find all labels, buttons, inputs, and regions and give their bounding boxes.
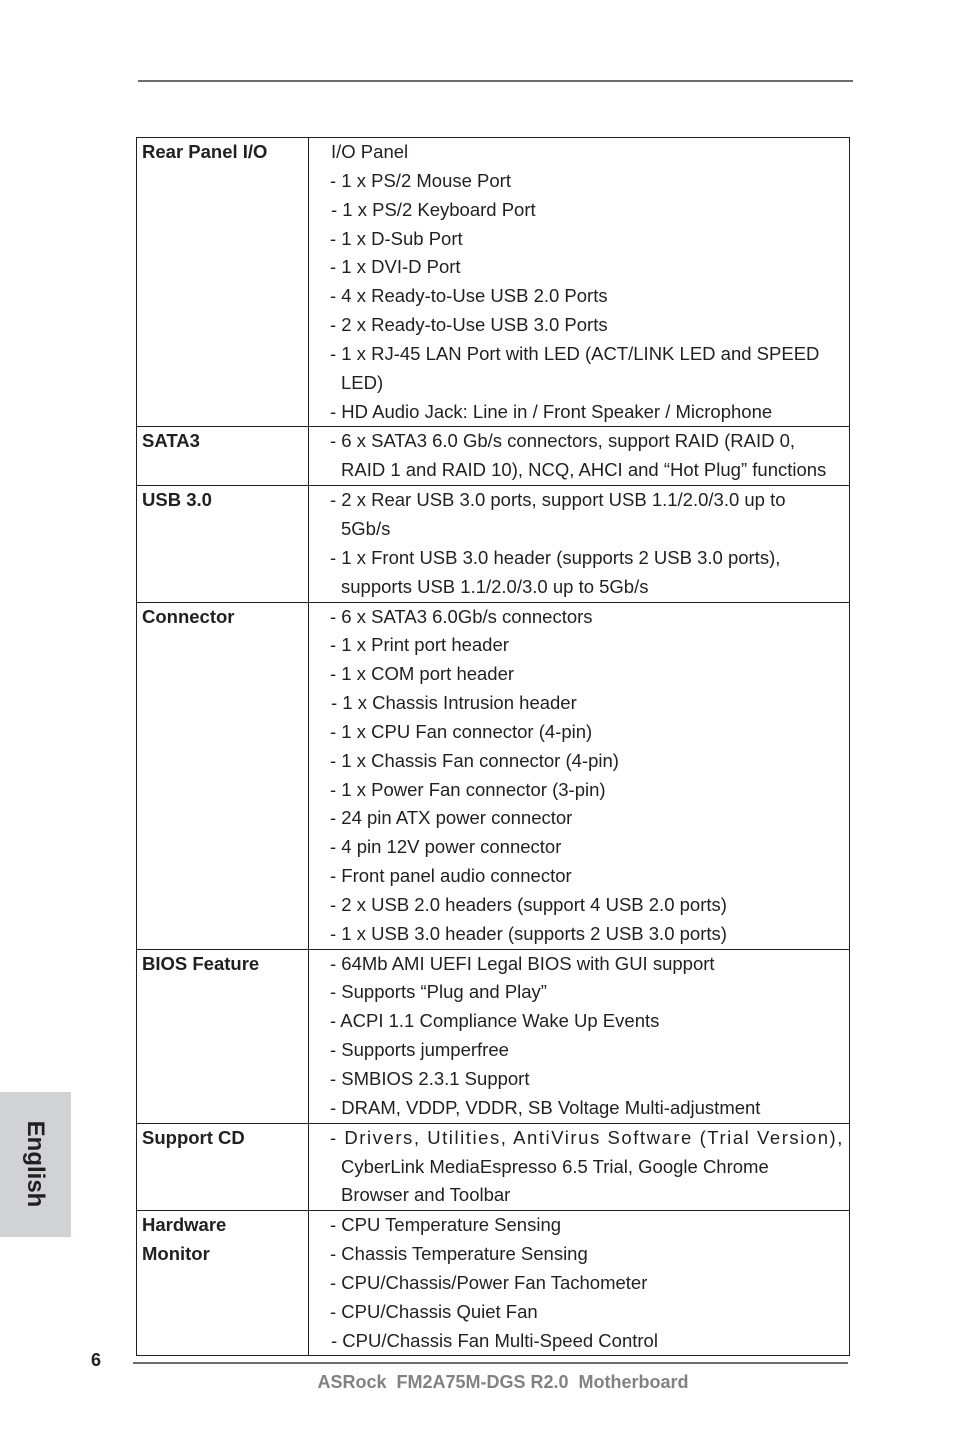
spec-table xyxy=(136,137,850,1356)
spec-line: - 1 x Front USB 3.0 header (supports 2 USB 3.0 ports), xyxy=(330,546,781,568)
spec-line: - 2 x USB 2.0 headers (support 4 USB 2.0 ports) xyxy=(330,893,727,915)
spec-line: - Supports “Plug and Play” xyxy=(330,981,547,1003)
spec-label: BIOS Feature xyxy=(142,952,260,974)
footer-rule xyxy=(133,1362,848,1364)
spec-row xyxy=(137,427,850,486)
spec-line: - HD Audio Jack: Line in / Front Speaker / Microphone xyxy=(330,400,773,422)
spec-line: - CPU/Chassis Fan Multi-Speed Control xyxy=(331,1329,658,1351)
spec-value-cell xyxy=(309,602,850,949)
spec-line: - Front panel audio connector xyxy=(330,865,572,887)
spec-table-body xyxy=(137,138,850,1356)
language-tab-label: English xyxy=(22,1120,49,1208)
spec-line: - SMBIOS 2.3.1 Support xyxy=(330,1068,530,1089)
spec-value-cell xyxy=(309,1211,850,1356)
spec-label: Monitor xyxy=(142,1243,210,1265)
spec-line: - 1 x Chassis Intrusion header xyxy=(331,692,577,714)
spec-line: - 2 x Rear USB 3.0 ports, support USB 1.1/2.0/3.0 up to xyxy=(330,489,786,511)
spec-row xyxy=(137,602,850,949)
spec-row xyxy=(137,138,850,427)
spec-line: - 1 x Print port header xyxy=(330,634,509,656)
spec-line: - 1 x PS/2 Mouse Port xyxy=(330,169,511,191)
spec-line: I/O Panel xyxy=(331,141,409,162)
spec-label-cell xyxy=(137,138,309,427)
spec-line: - 6 x SATA3 6.0 Gb/s connectors, support RAID (RAID 0, xyxy=(330,430,796,452)
spec-row xyxy=(137,949,850,1123)
spec-line: - 1 x COM port header xyxy=(330,663,515,685)
spec-row xyxy=(137,486,850,602)
spec-label: SATA3 xyxy=(142,430,200,452)
spec-value-cell xyxy=(309,949,850,1123)
spec-line: - 1 x Chassis Fan connector (4-pin) xyxy=(330,749,619,771)
spec-line: - ACPI 1.1 Compliance Wake Up Events xyxy=(330,1010,660,1032)
spec-line: - 1 x RJ-45 LAN Port with LED (ACT/LINK LED and SPEED xyxy=(330,342,820,364)
spec-line: - DRAM, VDDP, VDDR, SB Voltage Multi-adjustment xyxy=(330,1096,761,1118)
spec-line: - 1 x USB 3.0 header (supports 2 USB 3.0 ports) xyxy=(330,922,727,944)
language-tab xyxy=(0,1092,71,1237)
spec-value-cell xyxy=(309,486,850,602)
spec-label-cell xyxy=(137,1123,309,1211)
spec-line: - 24 pin ATX power connector xyxy=(330,807,573,829)
spec-line: Browser and Toolbar xyxy=(341,1184,511,1206)
spec-row xyxy=(137,1123,850,1211)
spec-line: supports USB 1.1/2.0/3.0 up to 5Gb/s xyxy=(341,575,649,597)
spec-label: Connector xyxy=(142,605,235,627)
spec-label: Hardware xyxy=(142,1214,227,1236)
spec-line: - 6 x SATA3 6.0Gb/s connectors xyxy=(330,605,593,627)
spec-line: - Drivers, Utilities, AntiVirus Software (Trial Version), xyxy=(330,1126,844,1148)
footer-text: ASRock FM2A75M-DGS R2.0 Motherboard xyxy=(317,1372,689,1392)
spec-label-cell xyxy=(137,486,309,602)
spec-line: - CPU/Chassis/Power Fan Tachometer xyxy=(330,1271,648,1293)
spec-line: - 1 x DVI-D Port xyxy=(330,256,461,278)
spec-label-cell xyxy=(137,949,309,1123)
spec-line: RAID 1 and RAID 10), NCQ, AHCI and “Hot Plug” functions xyxy=(341,459,827,481)
spec-label: Support CD xyxy=(142,1126,245,1148)
spec-line: CyberLink MediaEspresso 6.5 Trial, Google Chrome xyxy=(341,1155,769,1177)
spec-label-cell xyxy=(137,1211,309,1356)
spec-label: USB 3.0 xyxy=(142,489,212,511)
spec-line: - 1 x D-Sub Port xyxy=(330,227,463,249)
spec-line: - CPU Temperature Sensing xyxy=(330,1214,562,1236)
spec-line: 5Gb/s xyxy=(341,517,391,539)
spec-line: - 1 x CPU Fan connector (4-pin) xyxy=(330,720,593,742)
spec-label-cell xyxy=(137,602,309,949)
spec-line: - Chassis Temperature Sensing xyxy=(330,1243,588,1265)
spec-line: - 2 x Ready-to-Use USB 3.0 Ports xyxy=(330,314,608,336)
spec-value-cell xyxy=(309,427,850,486)
spec-line: - 1 x PS/2 Keyboard Port xyxy=(331,198,536,220)
spec-label-cell xyxy=(137,427,309,486)
spec-row xyxy=(137,1211,850,1356)
spec-label: Rear Panel I/O xyxy=(142,141,268,162)
page-number: 6 xyxy=(91,1350,102,1370)
spec-line: LED) xyxy=(341,371,384,393)
spec-value-cell xyxy=(309,1123,850,1211)
spec-value-cell xyxy=(309,138,850,427)
spec-line: - Supports jumperfree xyxy=(330,1039,509,1061)
spec-line: - 64Mb AMI UEFI Legal BIOS with GUI support xyxy=(330,952,715,974)
spec-line: - CPU/Chassis Quiet Fan xyxy=(330,1300,538,1322)
spec-line: - 1 x Power Fan connector (3-pin) xyxy=(330,778,606,800)
header-rule xyxy=(138,80,853,82)
spec-line: - 4 x Ready-to-Use USB 2.0 Ports xyxy=(330,285,608,307)
spec-line: - 4 pin 12V power connector xyxy=(330,836,562,858)
